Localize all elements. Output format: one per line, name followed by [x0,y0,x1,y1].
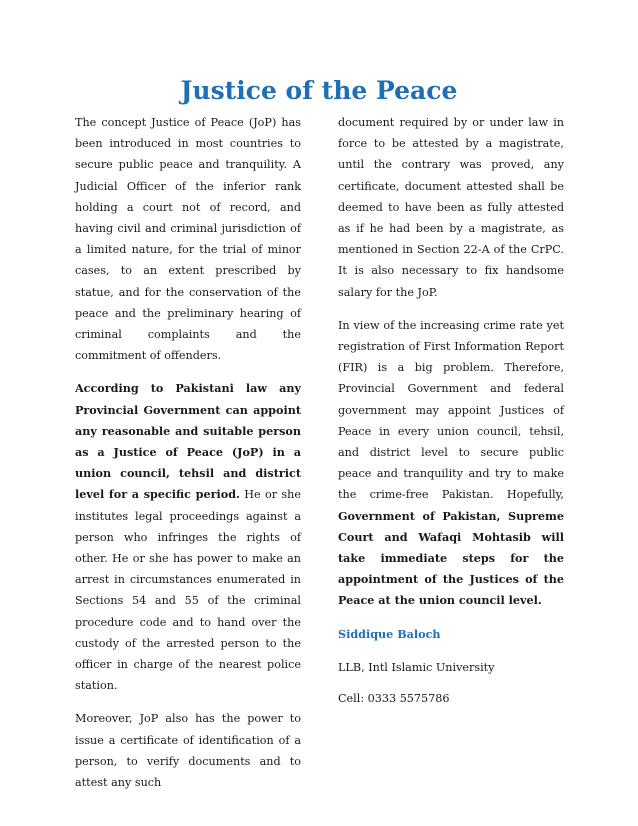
emphasis-text: Government of Pakistan, Supreme Court and Wafaqi Mohtasib will take immediate steps for the appointment of the Justices of the Peace at the union council level. [338,508,564,608]
paragraph-text: In view of the increasing crime rate yet registration of First Information Report (FIR) is a big problem. Therefore, Provincial Government and federal government may appoint Justices of Peace in every union council, tehsil, and district level to secure public peace and tranquility and try to make the crime-free Pakistan. Hopefully, [338,318,564,502]
left-column [75,112,301,805]
paragraph-jop-concept: The concept Justice of Peace (JoP) has been introduced in most countries to secure public peace and tranquility. A Judicial Officer of the inferior rank holding a court not of record, and having civil and criminal jurisdiction of a limited nature, for the trial of minor cases, to an extent prescribed by statue, and for the conservation of the peace and the preliminary hearing of criminal complaints and the commitment of offenders. [75,116,301,363]
emphasis-text: According to Pakistani law any Provincial Government can appoint any reasonable and suitable person as a Justice of Peace (JoP) in a union council, tehsil and district level for a specific period. [75,381,301,502]
paragraph-jop-powers: Moreover, JoP also has the power to issue a certificate of identification of a person, to verify documents and to attest any such [75,712,301,790]
paragraph-recommendation [338,315,564,612]
author-contact: Cell: 0333 5575786 [338,692,450,706]
right-column [338,112,564,721]
page-title: Justice of the Peace [180,76,458,105]
paragraph-pakistani-law [75,378,301,696]
paragraph-attestation: document required by or under law in force to be attested by a magistrate, until the contrary was proved, any certificate, document attested shall be deemed to have been as fully attested as if he had been by a magistrate, as mentioned in Section 22-A of the CrPC. It is also necessary to fix handsome salary for the JoP. [338,116,564,299]
paragraph-text: He or she institutes legal proceedings against a person who infringes the rights of other. He or she has power to make an arrest in circumstances enumerated in Sections 54 and 55 of the criminal procedure code and to hand over the custody of the arrested person to the officer in charge of the nearest police station. [75,488,301,693]
author-credentials: LLB, Intl Islamic University [338,660,495,674]
author-name: Siddique Baloch [338,626,441,641]
